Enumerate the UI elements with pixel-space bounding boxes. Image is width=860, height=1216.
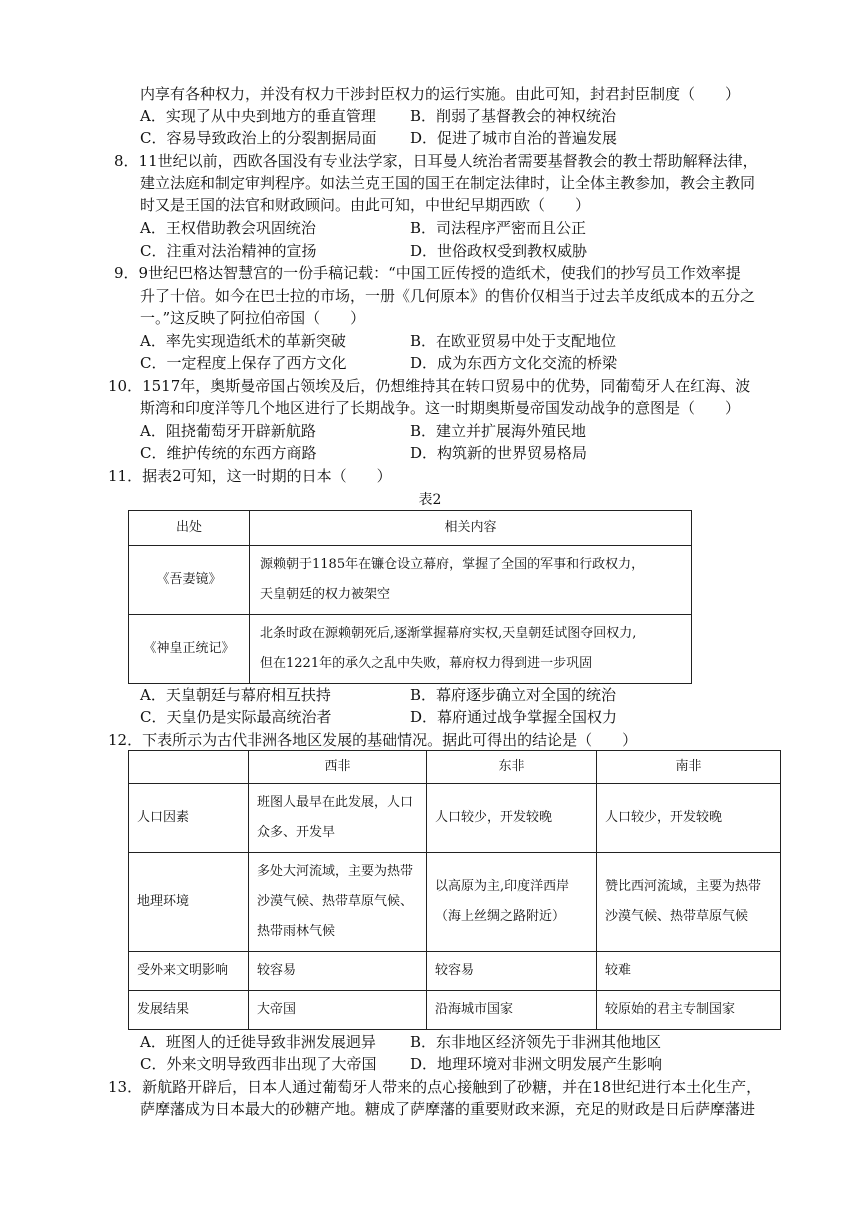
table-2 bbox=[128, 510, 692, 684]
table-cell: 沿海城市国家 bbox=[427, 991, 597, 1030]
q12-option-c: C．外来文明导致西非出现了大帝国 bbox=[140, 1055, 377, 1073]
table-cell: 较原始的君主专制国家 bbox=[597, 991, 781, 1030]
q11-stem: 11．据表2可知，这一时期的日本（ ） bbox=[108, 467, 392, 485]
q11-option-c: C．天皇仍是实际最高统治者 bbox=[140, 708, 332, 726]
q9-option-c: C．一定程度上保存了西方文化 bbox=[140, 354, 347, 372]
table-row bbox=[129, 853, 781, 952]
table-header-row bbox=[129, 751, 781, 784]
table-africa bbox=[128, 750, 781, 1030]
content-line: 但在1221年的承久之乱中失败，幕府权力得到进一步巩固 bbox=[260, 656, 593, 671]
table-row bbox=[129, 952, 781, 991]
table-cell: 受外来文明影响 bbox=[129, 952, 249, 991]
q8-option-c: C．注重对法治精神的宣扬 bbox=[140, 242, 317, 260]
q10-option-a: A．阻挠葡萄牙开辟新航路 bbox=[140, 422, 316, 440]
q9-stem-line3: 一。”这反映了阿拉伯帝国（ ） bbox=[140, 309, 366, 327]
q8-stem-line1: 8．11世纪以前，西欧各国没有专业法学家，日耳曼人统治者需要基督教会的教士帮助解释法律， bbox=[114, 152, 758, 170]
table-cell-source: 《吾妻镜》 bbox=[129, 546, 250, 615]
q12-stem: 12．下表所示为古代非洲各地区发展的基础情况。据此可得出的结论是（ ） bbox=[108, 731, 638, 749]
table-cell: 地理环境 bbox=[129, 853, 249, 952]
table-cell: 较容易 bbox=[427, 952, 597, 991]
table-cell: 发展结果 bbox=[129, 991, 249, 1030]
table-header-row bbox=[129, 511, 692, 546]
content-line: 天皇朝廷的权力被架空 bbox=[260, 587, 391, 602]
table2-caption: 表2 bbox=[418, 492, 442, 508]
q12-option-a: A．班图人的迁徙导致非洲发展迥异 bbox=[140, 1033, 376, 1051]
table-cell: 较难 bbox=[597, 952, 781, 991]
table-header-cell: 出处 bbox=[129, 511, 250, 546]
table-row bbox=[129, 546, 692, 615]
q7-option-d: D．促进了城市自治的普遍发展 bbox=[410, 129, 618, 147]
table-row bbox=[129, 615, 692, 684]
table-cell: 以高原为主,印度洋西岸（海上丝绸之路附近） bbox=[427, 853, 597, 952]
q7-option-a: A．实现了从中央到地方的垂直管理 bbox=[140, 107, 376, 125]
q9-option-a: A．率先实现造纸术的革新突破 bbox=[140, 332, 346, 350]
q9-stem-line2: 升了十倍。如今在巴士拉的市场，一册《几何原本》的售价仅相当于过去羊皮纸成本的五分之 bbox=[140, 287, 756, 305]
table-header-cell: 东非 bbox=[427, 751, 597, 784]
table-header-cell bbox=[129, 751, 249, 784]
q7-option-c: C．容易导致政治上的分裂割据局面 bbox=[140, 129, 377, 147]
table-header-cell: 南非 bbox=[597, 751, 781, 784]
content-line: 北条时政在源赖朝死后,逐渐掌握幕府实权,天皇朝廷试图夺回权力, bbox=[260, 626, 637, 641]
q9-stem-line1: 9．9世纪巴格达智慧宫的一份手稿记载：“中国工匠传授的造纸术，使我们的抄写员工作效率提 bbox=[114, 264, 741, 282]
content-line: 源赖朝于1185年在镰仓设立幕府，掌握了全国的军事和行政权力， bbox=[260, 557, 645, 572]
table-header-cell: 西非 bbox=[249, 751, 427, 784]
q9-option-b: B．在欧亚贸易中处于支配地位 bbox=[410, 332, 617, 350]
table-cell: 人口较少，开发较晚 bbox=[597, 784, 781, 853]
table-cell: 人口较少，开发较晚 bbox=[427, 784, 597, 853]
q8-stem-line2: 建立法庭和制定审判程序。如法兰克王国的国王在制定法律时，让全体主教参加，教会主教同 bbox=[140, 174, 756, 192]
q13-stem-line2: 萨摩藩成为日本最大的砂糖产地。糖成了萨摩藩的重要财政来源，充足的财政是日后萨摩藩进 bbox=[140, 1100, 756, 1118]
q11-option-b: B．幕府逐步确立对全国的统治 bbox=[410, 686, 617, 704]
q7-stem: 内享有各种权力，并没有权力干涉封臣权力的运行实施。由此可知，封君封臣制度（ ） bbox=[140, 85, 741, 103]
q11-option-a: A．天皇朝廷与幕府相互扶持 bbox=[140, 686, 331, 704]
table-cell: 较容易 bbox=[249, 952, 427, 991]
table-cell: 班图人最早在此发展，人口众多、开发早 bbox=[249, 784, 427, 853]
q10-stem-line1: 10．1517年，奥斯曼帝国占领埃及后，仍想维持其在转口贸易中的优势，同葡萄牙人在红海、波 bbox=[108, 377, 751, 395]
q9-option-d: D．成为东西方文化交流的桥梁 bbox=[410, 354, 618, 372]
table-row bbox=[129, 784, 781, 853]
q8-option-b: B．司法程序严密而且公正 bbox=[410, 219, 587, 237]
q10-option-c: C．维护传统的东西方商路 bbox=[140, 444, 317, 462]
table-cell: 赞比西河流域，主要为热带沙漠气候、热带草原气候 bbox=[597, 853, 781, 952]
q13-stem-line1: 13．新航路开辟后，日本人通过葡萄牙人带来的点心接触到了砂糖，并在18世纪进行本土化生产， bbox=[108, 1078, 762, 1096]
table-cell: 多处大河流域，主要为热带沙漠气候、热带草原气候、热带雨林气候 bbox=[249, 853, 427, 952]
q12-option-d: D．地理环境对非洲文明发展产生影响 bbox=[410, 1055, 663, 1073]
table-cell: 人口因素 bbox=[129, 784, 249, 853]
table-cell: 大帝国 bbox=[249, 991, 427, 1030]
q11-option-d: D．幕府通过战争掌握全国权力 bbox=[410, 708, 618, 726]
q8-stem-line3: 时又是王国的法官和财政顾问。由此可知，中世纪早期西欧（ ） bbox=[140, 196, 591, 214]
table-cell-content bbox=[250, 546, 692, 615]
table-header-cell: 相关内容 bbox=[250, 511, 692, 546]
q10-stem-line2: 斯湾和印度洋等几个地区进行了长期战争。这一时期奥斯曼帝国发动战争的意图是（ ） bbox=[140, 399, 741, 417]
q10-option-b: B．建立并扩展海外殖民地 bbox=[410, 422, 587, 440]
table-row bbox=[129, 991, 781, 1030]
q12-option-b: B．东非地区经济领先于非洲其他地区 bbox=[410, 1033, 662, 1051]
table-cell-source: 《神皇正统记》 bbox=[129, 615, 250, 684]
table-cell-content bbox=[250, 615, 692, 684]
q8-option-a: A．王权借助教会巩固统治 bbox=[140, 219, 316, 237]
q8-option-d: D．世俗政权受到教权威胁 bbox=[410, 242, 588, 260]
q10-option-d: D．构筑新的世界贸易格局 bbox=[410, 444, 588, 462]
q7-option-b: B．削弱了基督教会的神权统治 bbox=[410, 107, 617, 125]
